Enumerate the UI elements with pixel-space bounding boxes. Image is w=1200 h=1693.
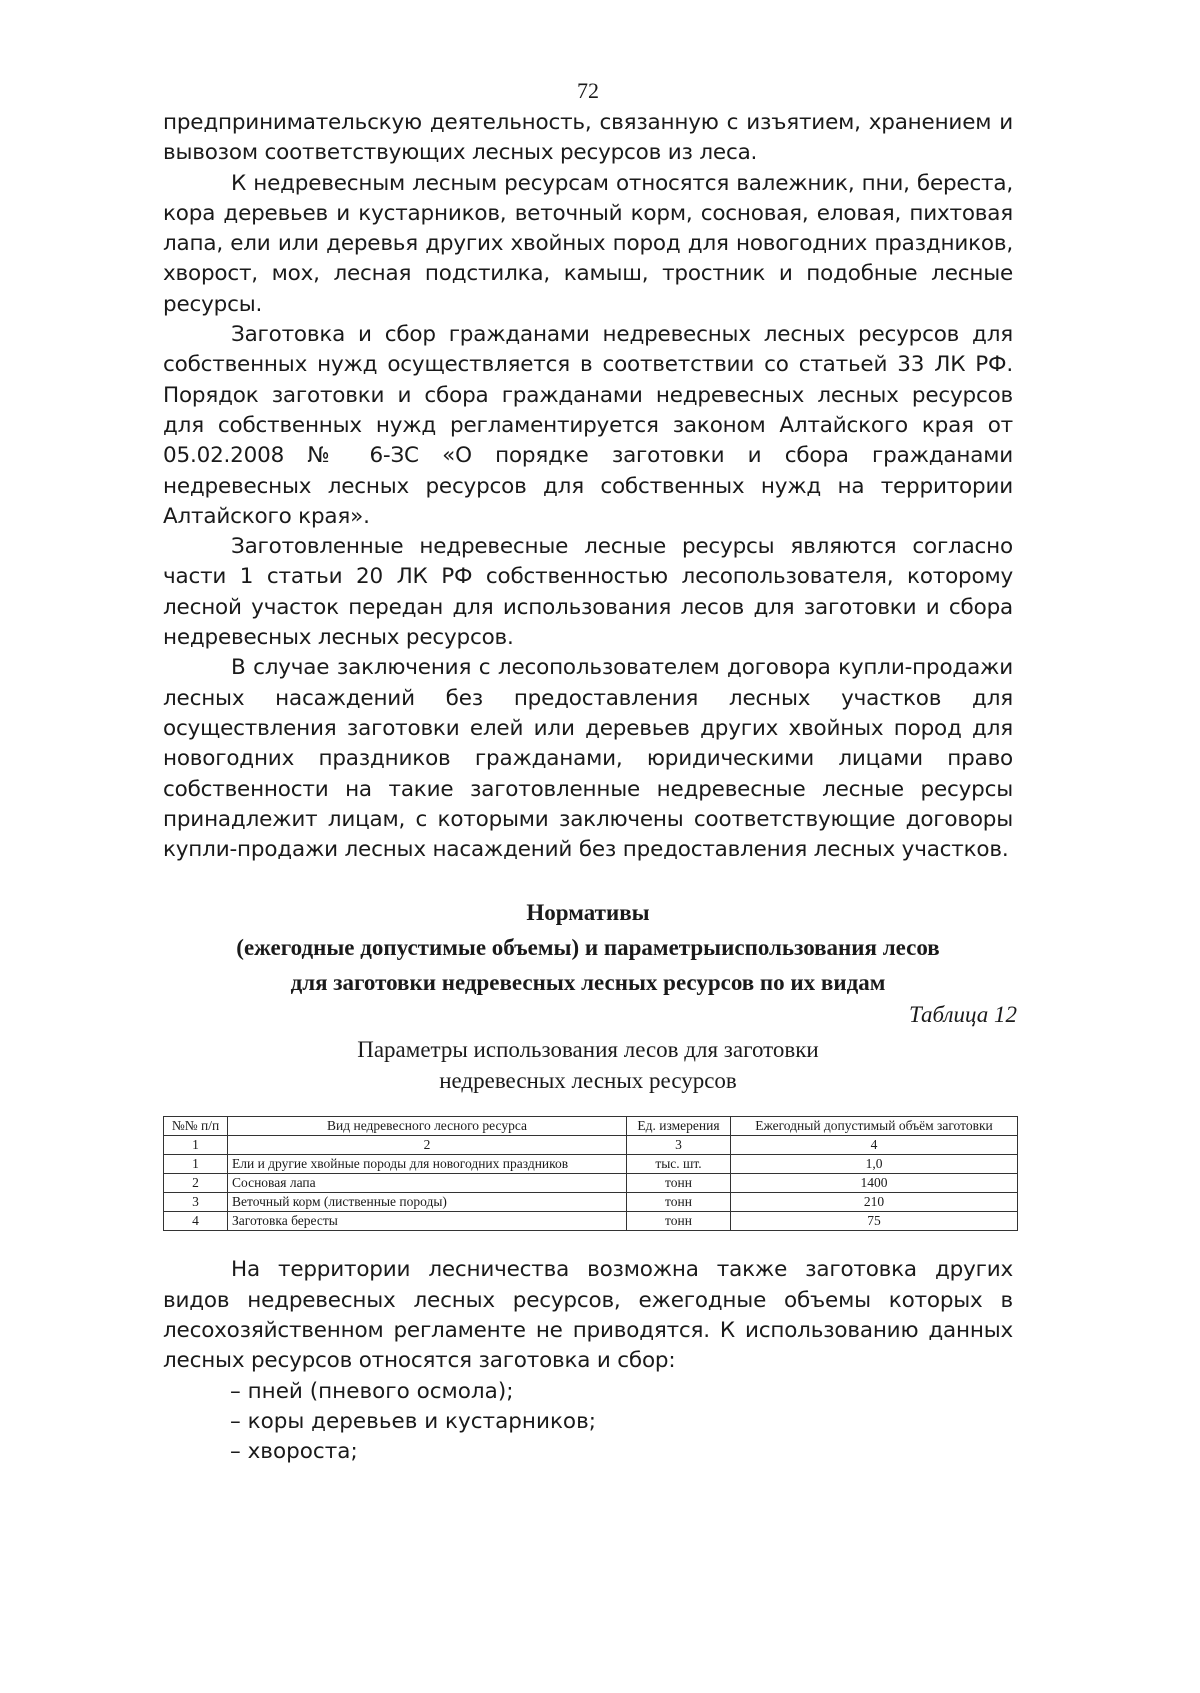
cell: 1 bbox=[164, 1155, 228, 1174]
cell: 3 bbox=[627, 1136, 731, 1155]
paragraph: В случае заключения с лесопользователем договора купли-продажи лесных насаждений без предоставления лесных участков для осуществления заготовки елей или деревьев других хвойных пород для новогодних праздников гражданами, юридическими лицами право собственности на такие заготовленные недревесные лесные ресурсы принадлежит лицам, с которыми заключены соответствующие договоры купли-продажи лесных насаждений без предоставления лесных участков. bbox=[163, 655, 1013, 863]
caption-line: недревесных лесных ресурсов bbox=[439, 1068, 737, 1094]
table-row bbox=[164, 1155, 1018, 1174]
cell: тонн bbox=[627, 1174, 731, 1193]
table-row bbox=[164, 1193, 1018, 1212]
header-cell: Вид недревесного лесного ресурса bbox=[228, 1117, 627, 1136]
cell: 2 bbox=[228, 1136, 627, 1155]
table-row bbox=[164, 1212, 1018, 1231]
table-caption bbox=[163, 1034, 1013, 1096]
cell: 1,0 bbox=[731, 1155, 1018, 1174]
paragraph: Заготовка и сбор гражданами недревесных лесных ресурсов для собственных нужд осуществляется в соответствии со статьей 33 ЛК РФ. Порядок заготовки и сбора гражданами недревесных лесных ресурсов для собственных нужд регламентируется законом Алтайского края от 05.02.2008 № 6-ЗС «О порядке заготовки и сбора гражданами недревесных лесных ресурсов для собственных нужд на территории Алтайского края». bbox=[163, 322, 1013, 529]
paragraph: Заготовленные недревесные лесные ресурсы являются согласно части 1 статьи 20 ЛК РФ собственностью лесопользователя, которому лесной участок передан для использования лесов для заготовки и сбора недревесных лесных ресурсов. bbox=[163, 534, 1013, 651]
cell: Ели и другие хвойные породы для новогодних праздников bbox=[228, 1155, 627, 1174]
cell: 4 bbox=[164, 1212, 228, 1231]
cell: 2 bbox=[164, 1174, 228, 1193]
cell: Веточный корм (лиственные породы) bbox=[228, 1193, 627, 1212]
header-cell: Ед. измерения bbox=[627, 1117, 731, 1136]
caption-line: Параметры использования лесов для заготовки bbox=[357, 1037, 819, 1063]
list-item: – коры деревьев и кустарников; bbox=[230, 1408, 596, 1434]
table-number: Таблица 12 bbox=[908, 1002, 1017, 1028]
table-row bbox=[164, 1174, 1018, 1193]
section-heading bbox=[163, 895, 1013, 1000]
paragraph: предпринимательскую деятельность, связанную с изъятием, хранением и вывозом соответствующих лесных ресурсов из леса. bbox=[163, 110, 1013, 166]
cell: 1 bbox=[164, 1136, 228, 1155]
heading-line: Нормативы bbox=[526, 900, 650, 926]
body-text bbox=[163, 108, 1013, 865]
table-header-row bbox=[164, 1117, 1018, 1136]
list-item: – хвороста; bbox=[230, 1439, 358, 1465]
column-number-row bbox=[164, 1136, 1018, 1155]
cell: Сосновая лапа bbox=[228, 1174, 627, 1193]
page-number: 72 bbox=[577, 78, 599, 103]
paragraph: На территории лесничества возможна также заготовка других видов недревесных лесных ресурсов, ежегодные объемы которых в лесохозяйственном регламенте не приводятся. К использованию данных лесных ресурсов относятся заготовка и сбор: bbox=[163, 1257, 1013, 1374]
cell: 4 bbox=[731, 1136, 1018, 1155]
resources-table bbox=[163, 1116, 1018, 1231]
body-text bbox=[163, 1255, 1013, 1376]
heading-line: (ежегодные допустимые объемы) и параметрыиспользования лесов bbox=[236, 935, 940, 961]
cell: тонн bbox=[627, 1212, 731, 1231]
list-item: – пней (пневого осмола); bbox=[230, 1378, 514, 1404]
header-cell: №№ п/п bbox=[164, 1117, 228, 1136]
cell: 1400 bbox=[731, 1174, 1018, 1193]
cell: тыс. шт. bbox=[627, 1155, 731, 1174]
heading-line: для заготовки недревесных лесных ресурсов по их видам bbox=[290, 970, 886, 996]
bullet-list bbox=[230, 1377, 1013, 1468]
cell: Заготовка бересты bbox=[228, 1212, 627, 1231]
cell: 3 bbox=[164, 1193, 228, 1212]
cell: 75 bbox=[731, 1212, 1018, 1231]
cell: 210 bbox=[731, 1193, 1018, 1212]
cell: тонн bbox=[627, 1193, 731, 1212]
header-cell: Ежегодный допустимый объём заготовки bbox=[731, 1117, 1018, 1136]
paragraph: К недревесным лесным ресурсам относятся валежник, пни, береста, кора деревьев и кустарников, веточный корм, сосновая, еловая, пихтовая лапа, ели или деревья других хвойных пород для новогодних праздников, хворост, мох, лесная подстилка, камыш, тростник и подобные лесные ресурсы. bbox=[163, 170, 1013, 317]
